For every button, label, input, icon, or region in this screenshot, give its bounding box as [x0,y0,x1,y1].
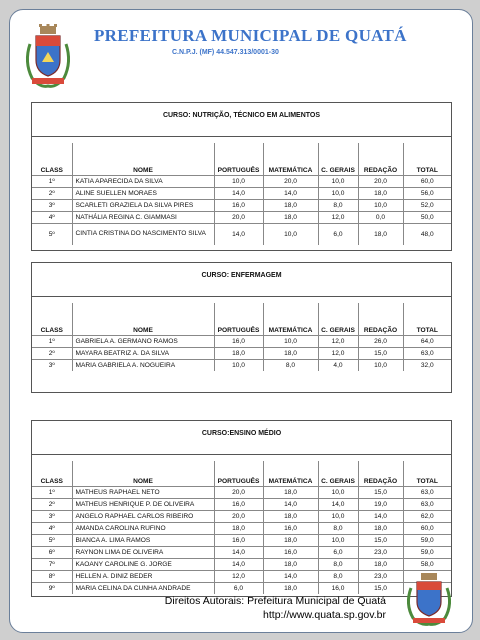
score-cell: 26,0 [358,335,403,347]
total-cell: 32,0 [403,359,451,371]
score-cell: 14,0 [214,187,263,199]
score-cell: 10,0 [214,175,263,187]
section-title: CURSO:ENSINO MÉDIO [32,421,451,455]
col-nome: NOME [72,303,214,335]
score-cell: 23,0 [358,546,403,558]
score-cell: 15,0 [358,347,403,359]
score-cell: 6,0 [318,223,358,245]
class-cell: 3º [32,510,72,522]
results-table [32,303,451,371]
total-cell: 58,0 [403,558,451,570]
total-cell: 56,0 [403,187,451,199]
name-cell: RAYNON LIMA DE OLIVEIRA [72,546,214,558]
score-cell: 12,0 [318,335,358,347]
score-cell: 10,0 [358,359,403,371]
score-cell: 20,0 [214,211,263,223]
score-cell: 18,0 [214,522,263,534]
score-cell: 18,0 [358,522,403,534]
score-cell: 10,0 [318,175,358,187]
name-cell: BIANCA A. LIMA RAMOS [72,534,214,546]
score-cell: 16,0 [214,199,263,211]
score-cell: 16,0 [214,534,263,546]
section-title: CURSO: NUTRIÇÃO, TÉCNICO EM ALIMENTOS [32,103,451,137]
name-cell: CINTIA CRISTINA DO NASCIMENTO SILVA [72,223,214,245]
score-cell: 18,0 [263,347,318,359]
total-cell: 63,0 [403,498,451,510]
score-cell: 10,0 [318,187,358,199]
col-total: TOTAL [416,166,438,174]
table-row [32,546,451,558]
class-cell: 4º [32,211,72,223]
score-cell: 18,0 [263,199,318,211]
name-cell: MAYARA BEATRIZ A. DA SILVA [72,347,214,359]
score-cell: 14,0 [263,187,318,199]
total-cell: 63,0 [403,486,451,498]
letterhead [10,10,472,100]
table-row [32,534,451,546]
total-cell: 62,0 [403,510,451,522]
score-cell: 14,0 [358,510,403,522]
col-total: TOTAL [416,477,438,485]
table-row [32,223,451,245]
score-cell: 4,0 [318,359,358,371]
score-cell: 19,0 [358,498,403,510]
table-row [32,187,451,199]
class-cell: 6º [32,546,72,558]
class-cell: 9º [32,582,72,594]
class-cell: 2º [32,347,72,359]
table-row [32,335,451,347]
class-cell: 4º [32,522,72,534]
name-cell: GABRIELA A. GERMANO RAMOS [72,335,214,347]
name-cell: HELLEN A. DINIZ BEDER [72,570,214,582]
score-cell: 14,0 [214,223,263,245]
table-row [32,498,451,510]
coat-of-arms-icon [403,570,455,630]
class-cell: 7º [32,558,72,570]
class-cell: 5º [32,534,72,546]
website-link[interactable]: http://www.quata.sp.gov.br [263,609,386,621]
score-cell: 8,0 [263,359,318,371]
total-cell: 48,0 [403,223,451,245]
table-header [32,143,451,175]
total-cell: 60,0 [403,175,451,187]
score-cell: 12,0 [318,347,358,359]
score-cell: 16,0 [263,546,318,558]
section-nutricao [31,102,452,251]
score-cell: 18,0 [263,582,318,594]
col-nome: NOME [72,143,214,175]
score-cell: 23,0 [358,570,403,582]
score-cell: 15,0 [358,534,403,546]
score-cell: 14,0 [263,498,318,510]
table-row [32,522,451,534]
score-cell: 18,0 [358,187,403,199]
col-matematica: MATEMÁTICA [263,303,318,335]
document-page [9,9,473,633]
score-cell: 14,0 [318,498,358,510]
score-cell: 15,0 [358,486,403,498]
class-cell: 1º [32,335,72,347]
col-c-gerais: C. GERAIS [318,461,358,486]
class-cell: 2º [32,187,72,199]
score-cell: 18,0 [214,347,263,359]
section-enfermagem [31,262,452,393]
name-cell: MATHEUS RAPHAEL NETO [72,486,214,498]
table-row [32,570,451,582]
name-cell: AMANDA CAROLINA RUFINO [72,522,214,534]
coat-of-arms-icon [22,22,74,92]
score-cell: 20,0 [214,486,263,498]
score-cell: 16,0 [214,335,263,347]
score-cell: 6,0 [214,582,263,594]
results-table [32,461,451,594]
table-row [32,486,451,498]
table-row [32,510,451,522]
score-cell: 12,0 [214,570,263,582]
page-title: PREFEITURA MUNICIPAL DE QUATÁ [94,26,407,45]
name-cell: NATHÁLIA REGINA C. GIAMMASI [72,211,214,223]
table-row [32,558,451,570]
name-cell: SCARLETI GRAZIELA DA SILVA PIRES [72,199,214,211]
score-cell: 18,0 [263,558,318,570]
col-class: CLASS [32,143,72,175]
score-cell: 10,0 [263,335,318,347]
class-cell: 5º [32,223,72,245]
col-redacao: REDAÇÃO [358,303,403,335]
total-cell: 52,0 [403,199,451,211]
score-cell: 8,0 [318,570,358,582]
col-c-gerais: C. GERAIS [318,143,358,175]
score-cell: 10,0 [214,359,263,371]
total-cell: 59,0 [403,546,451,558]
score-cell: 14,0 [214,558,263,570]
copyright-footer [108,594,386,622]
col-c-gerais: C. GERAIS [318,303,358,335]
score-cell: 0,0 [358,211,403,223]
table-row [32,359,451,371]
score-cell: 18,0 [263,211,318,223]
score-cell: 20,0 [263,175,318,187]
class-cell: 3º [32,199,72,211]
class-cell: 2º [32,498,72,510]
name-cell: KAOANY CAROLINE G. JORGE [72,558,214,570]
col-nome: NOME [72,461,214,486]
col-redacao: REDAÇÃO [358,461,403,486]
total-cell: 50,0 [403,211,451,223]
score-cell: 10,0 [318,534,358,546]
name-cell: MATHEUS HENRIQUE P. DE OLIVEIRA [72,498,214,510]
score-cell: 14,0 [263,570,318,582]
col-class: CLASS [32,303,72,335]
score-cell: 18,0 [263,510,318,522]
score-cell: 18,0 [263,486,318,498]
score-cell: 18,0 [263,534,318,546]
class-cell: 1º [32,486,72,498]
table-row [32,211,451,223]
name-cell: KATIA APARECIDA DA SILVA [72,175,214,187]
col-redacao: REDAÇÃO [358,143,403,175]
total-cell: 63,0 [403,347,451,359]
score-cell: 20,0 [358,175,403,187]
score-cell: 16,0 [318,582,358,594]
score-cell: 14,0 [214,546,263,558]
score-cell: 8,0 [318,522,358,534]
col-matematica: MATEMÁTICA [263,461,318,486]
total-cell: 60,0 [403,522,451,534]
class-cell: 8º [32,570,72,582]
cnpj-text: C.N.P.J. (MF) 44.547.313/0001-30 [172,49,279,56]
score-cell: 8,0 [318,199,358,211]
score-cell: 18,0 [358,558,403,570]
col-matematica: MATEMÁTICA [263,143,318,175]
col-class: CLASS [32,461,72,486]
col-portugues: PORTUGUÊS [214,303,263,335]
col-portugues: PORTUGUÊS [214,461,263,486]
score-cell: 6,0 [318,546,358,558]
score-cell: 16,0 [214,498,263,510]
score-cell: 12,0 [318,211,358,223]
score-cell: 10,0 [318,510,358,522]
score-cell: 10,0 [263,223,318,245]
name-cell: MARIA GABRIELA A. NOGUEIRA [72,359,214,371]
name-cell: MARIA CELINA DA CUNHA ANDRADE [72,582,214,594]
score-cell: 10,0 [358,199,403,211]
table-row [32,582,451,594]
score-cell: 18,0 [358,223,403,245]
score-cell: 10,0 [318,486,358,498]
score-cell: 16,0 [263,522,318,534]
section-ensino-medio [31,420,452,597]
table-row [32,347,451,359]
name-cell: ANGELO RAPHAEL CARLOS RIBEIRO [72,510,214,522]
results-table [32,143,451,245]
copyright-text: Direitos Autorais: Prefeitura Municipal de Quatá [164,595,386,607]
table-row [32,175,451,187]
col-portugues: PORTUGUÊS [214,143,263,175]
class-cell: 1º [32,175,72,187]
total-cell: 64,0 [403,335,451,347]
col-total: TOTAL [416,326,438,334]
table-header [32,303,451,335]
score-cell: 8,0 [318,558,358,570]
name-cell: ALINE SUELLEN MORAES [72,187,214,199]
score-cell: 15,0 [358,582,403,594]
total-cell: 59,0 [403,534,451,546]
class-cell: 3º [32,359,72,371]
score-cell: 20,0 [214,510,263,522]
section-title: CURSO: ENFERMAGEM [32,263,451,297]
table-row [32,199,451,211]
table-header [32,461,451,486]
